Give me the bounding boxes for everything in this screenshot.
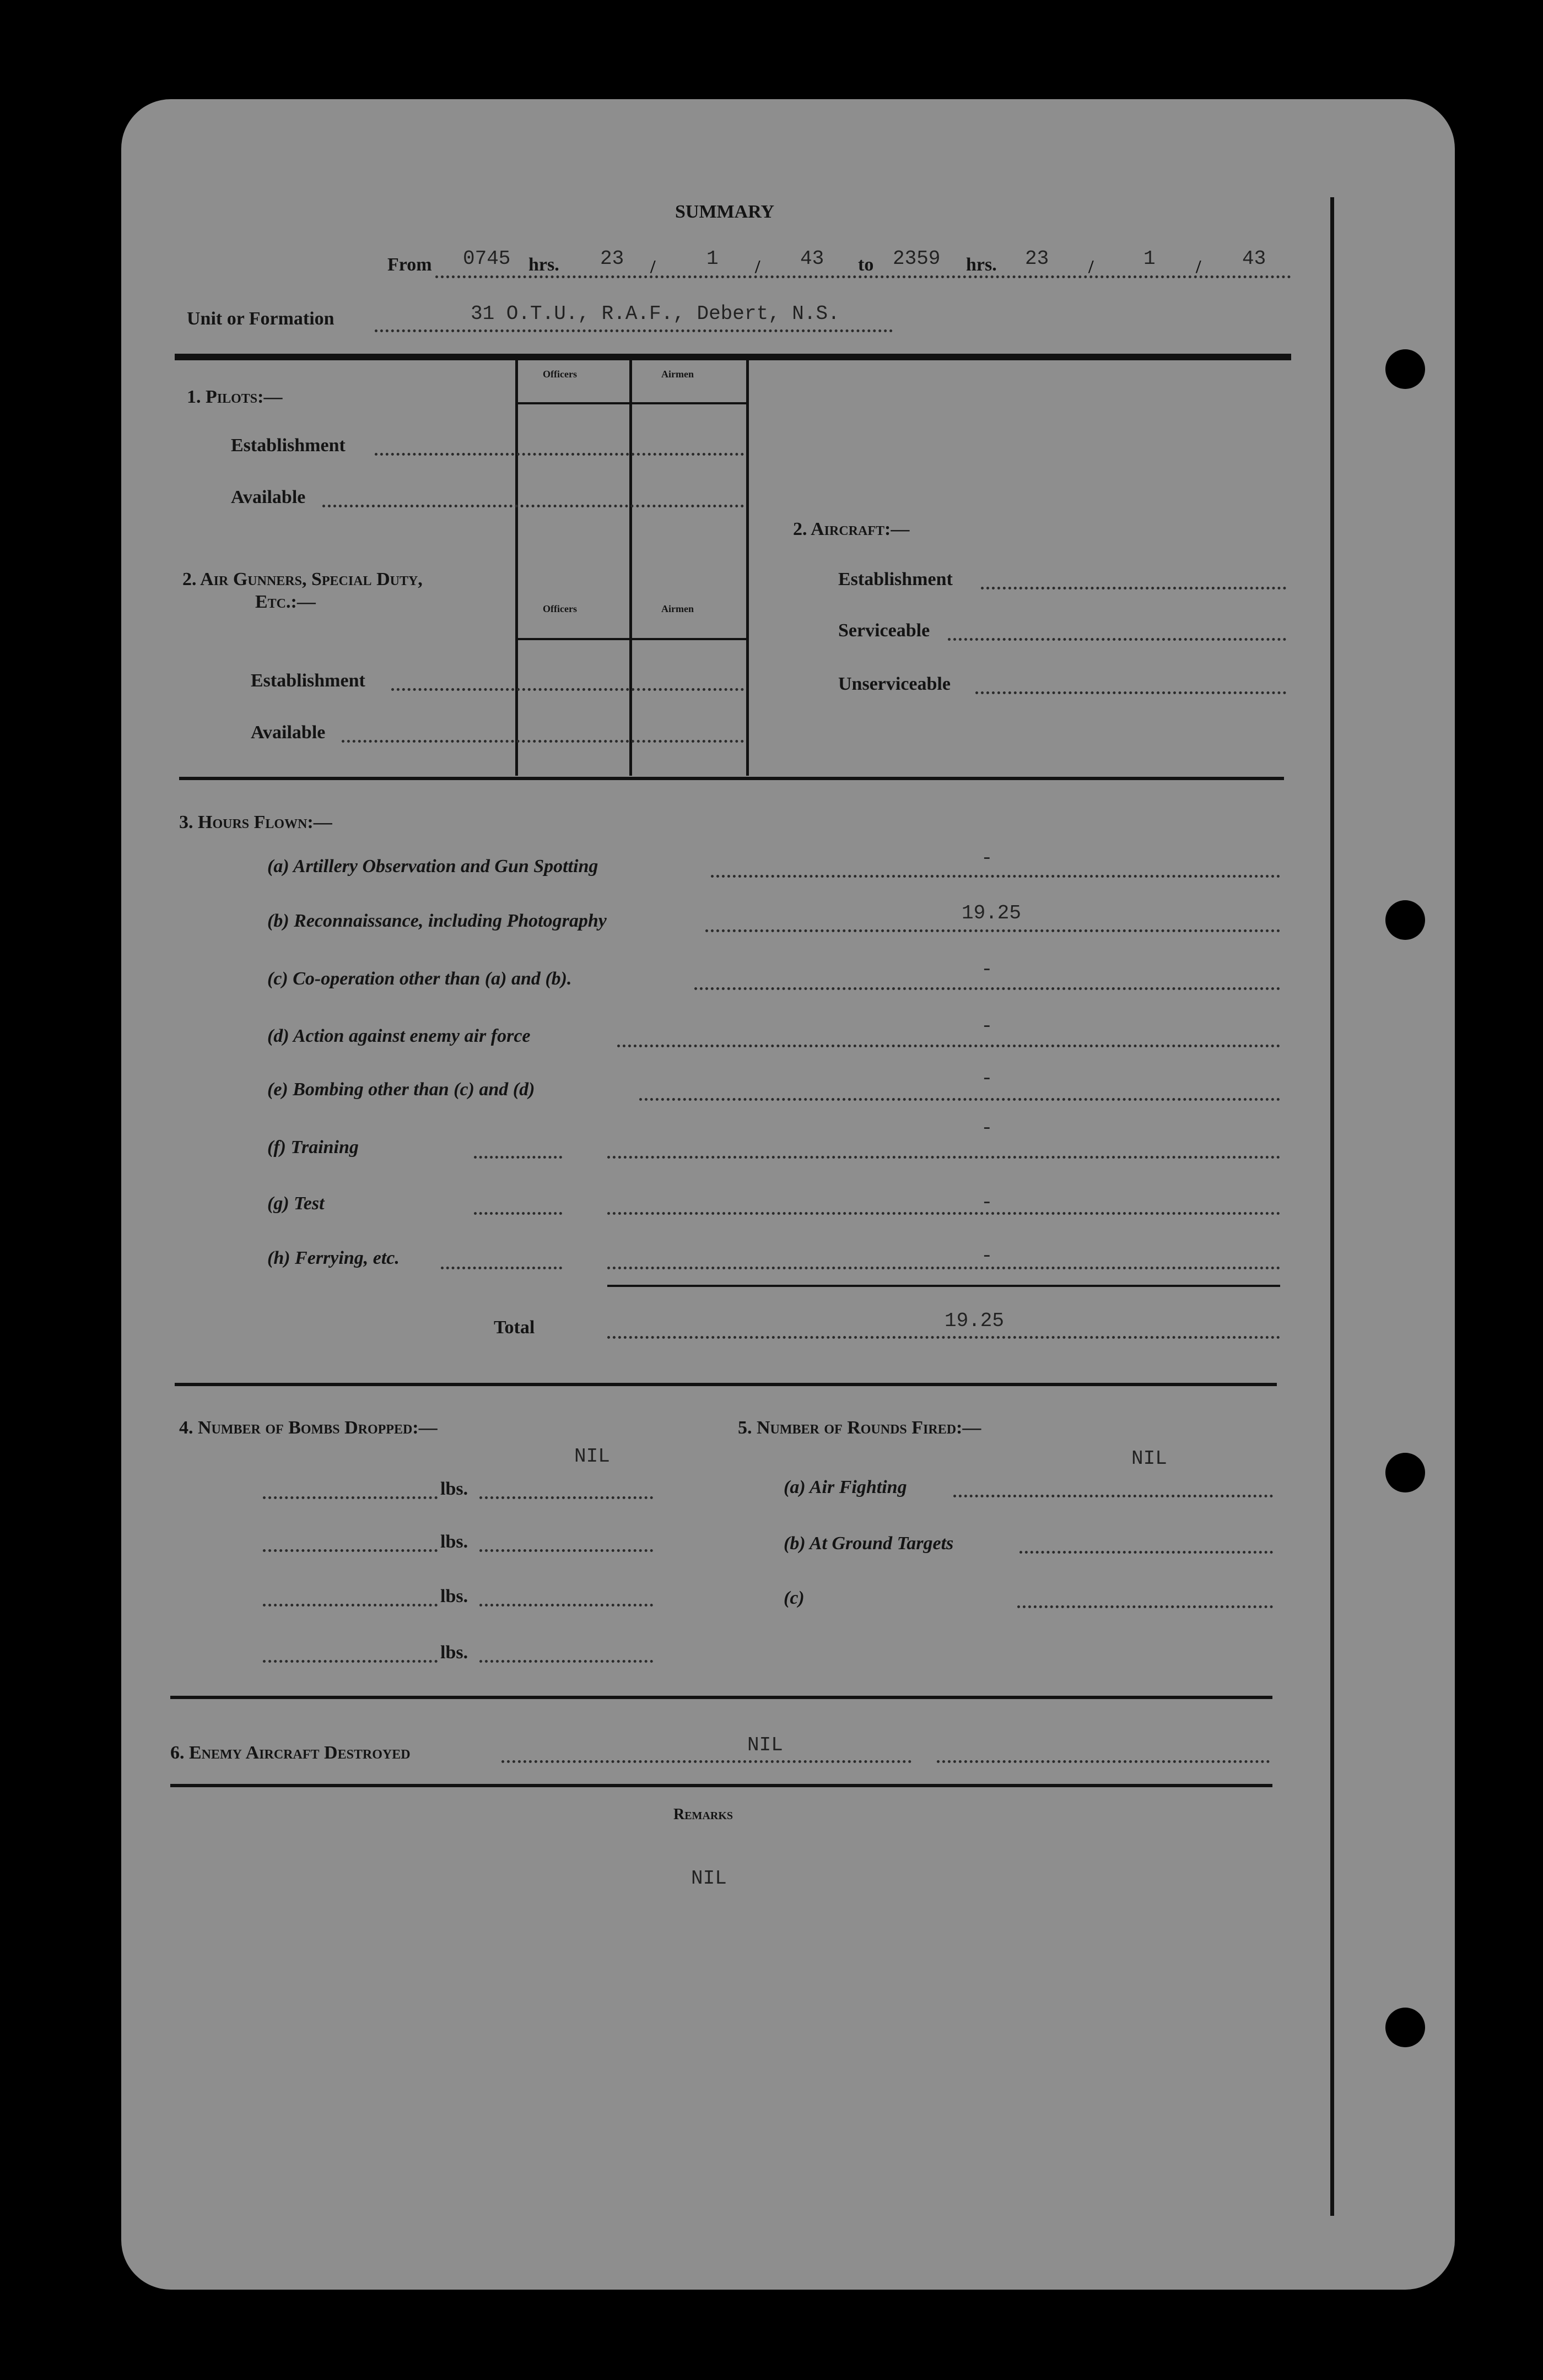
hours-item-label: (d) Action against enemy air force (267, 1026, 531, 1046)
unit-value: 31 O.T.U., R.A.F., Debert, N.S. (471, 302, 840, 325)
separator: / (1088, 257, 1094, 277)
column-header: Airmen (661, 603, 694, 614)
from-month: 1 (706, 247, 719, 270)
pilots-heading: 1. Pilots:— (187, 387, 283, 407)
hrs-label: hrs. (528, 255, 559, 275)
to-day: 23 (1025, 247, 1049, 270)
column-header: Airmen (661, 369, 694, 380)
separator: / (650, 257, 656, 277)
divider (175, 354, 1291, 360)
divider (170, 1784, 1272, 1787)
enemy-aircraft-label: 6. Enemy Aircraft Destroyed (170, 1743, 411, 1763)
page-title: SUMMARY (675, 202, 775, 222)
rounds-c-label: (c) (784, 1588, 805, 1608)
divider (170, 1696, 1272, 1699)
margin-line (1330, 197, 1334, 2216)
hours-item-value: - (981, 1015, 993, 1037)
unit-label: Unit or Formation (187, 309, 335, 329)
hours-item-label: (a) Artillery Observation and Gun Spotting (267, 856, 598, 877)
aircraft-unserviceable-label: Unserviceable (838, 674, 951, 694)
rounds-heading: 5. Number of Rounds Fired:— (738, 1418, 981, 1438)
bombs-heading: 4. Number of Bombs Dropped:— (179, 1418, 438, 1438)
total-label: Total (494, 1317, 535, 1338)
from-day: 23 (600, 247, 624, 270)
from-label: From (387, 255, 432, 275)
hours-item-value: - (981, 847, 993, 869)
ground-targets-label: (b) At Ground Targets (784, 1533, 954, 1554)
punch-hole (1385, 900, 1425, 940)
from-time: 0745 (463, 247, 511, 270)
aircraft-heading: 2. Aircraft:— (793, 519, 910, 539)
punch-hole (1385, 349, 1425, 389)
column-header: Officers (543, 603, 577, 614)
from-year: 43 (800, 247, 824, 270)
punch-hole (1385, 1453, 1425, 1492)
hours-item-value: - (981, 958, 993, 981)
column-header: Officers (543, 369, 577, 380)
enemy-aircraft-value: NIL (747, 1734, 783, 1756)
pilots-establishment-label: Establishment (231, 435, 346, 456)
punch-hole (1385, 2008, 1425, 2047)
hours-item-value: - (981, 1245, 993, 1267)
hours-item-label: (c) Co-operation other than (a) and (b). (267, 969, 572, 989)
divider (179, 777, 1284, 780)
hours-item-value: - (981, 1117, 993, 1139)
hours-item-label: (h) Ferrying, etc. (267, 1248, 400, 1268)
to-month: 1 (1143, 247, 1156, 270)
rounds-value: NIL (1131, 1447, 1167, 1470)
aircraft-establishment-label: Establishment (838, 569, 953, 589)
lbs-label: lbs. (440, 1586, 468, 1606)
lbs-label: lbs. (440, 1642, 468, 1663)
remarks-value: NIL (691, 1867, 727, 1890)
hours-item-label: (f) Training (267, 1137, 359, 1157)
gunners-establishment-label: Establishment (251, 670, 365, 691)
gunners-available-label: Available (251, 722, 326, 743)
gunners-heading: 2. Air Gunners, Special Duty, (182, 569, 423, 589)
to-time: 2359 (893, 247, 941, 270)
hours-heading: 3. Hours Flown:— (179, 812, 332, 832)
hours-item-value: - (981, 1067, 993, 1090)
separator: / (755, 257, 760, 277)
pilots-available-label: Available (231, 487, 306, 507)
aircraft-serviceable-label: Serviceable (838, 620, 930, 641)
hours-item-label: (e) Bombing other than (c) and (d) (267, 1079, 535, 1100)
air-fighting-label: (a) Air Fighting (784, 1477, 907, 1497)
separator: / (1196, 257, 1201, 277)
total-value: 19.25 (945, 1310, 1005, 1332)
lbs-label: lbs. (440, 1532, 468, 1552)
divider (175, 1383, 1277, 1386)
remarks-heading: Remarks (673, 1806, 733, 1823)
to-year: 43 (1242, 247, 1266, 270)
bombs-value: NIL (574, 1445, 610, 1468)
gunners-heading-cont: Etc.:— (255, 592, 316, 612)
hours-item-value: - (981, 1191, 993, 1214)
to-label: to (858, 255, 874, 275)
lbs-label: lbs. (440, 1479, 468, 1499)
hours-item-value: 19.25 (962, 902, 1022, 924)
hours-item-label: (g) Test (267, 1193, 325, 1214)
hrs-label: hrs. (966, 255, 997, 275)
hours-item-label: (b) Reconnaissance, including Photography (267, 911, 607, 931)
